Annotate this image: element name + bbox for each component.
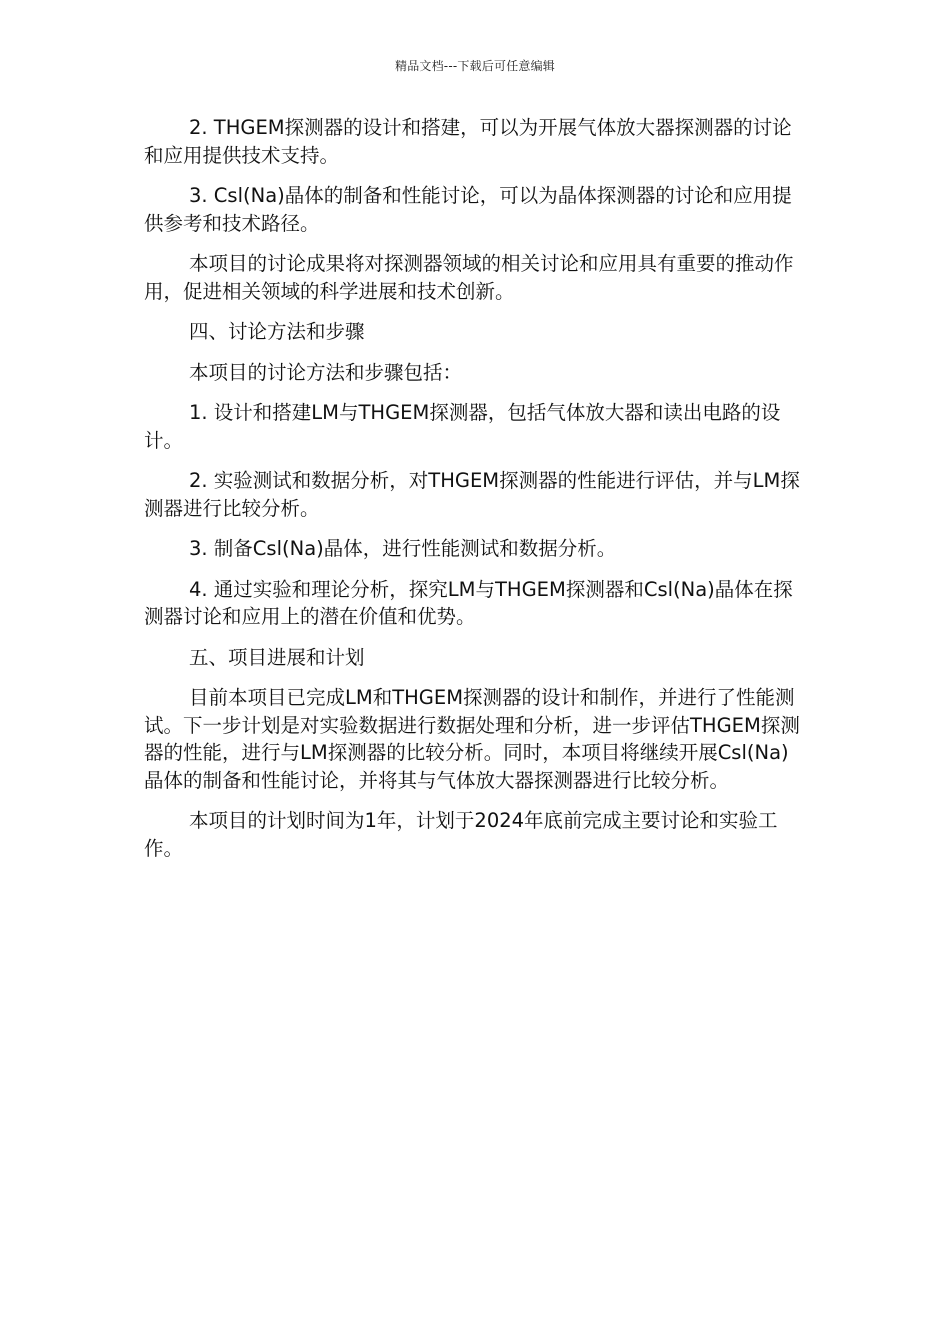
paragraph-method-1: 1. 设计和搭建LM与THGEM探测器，包括气体放大器和读出电路的设计。 — [144, 401, 781, 452]
paragraph-significance-summary: 本项目的讨论成果将对探测器领域的相关讨论和应用具有重要的推动作用，促进相关领域的科学进展和技术创新。 — [144, 252, 794, 303]
paragraph-method-2: 2. 实验测试和数据分析，对THGEM探测器的性能进行评估，并与LM探测器进行比较分析。 — [144, 469, 800, 520]
section-heading-progress: 五、项目进展和计划 — [189, 645, 365, 669]
paragraph-method-4: 4. 通过实验和理论分析，探究LM与THGEM探测器和Csl(Na)晶体在探测器讨论和应用上的潜在价值和优势。 — [144, 577, 793, 628]
paragraph-methods-intro: 本项目的讨论方法和步骤包括： — [189, 360, 463, 384]
paragraph-progress: 目前本项目已完成LM和THGEM探测器的设计和制作，并进行了性能测试。下一步计划是对实验数据进行数据处理和分析，进一步评估THGEM探测器的性能，进行与LM探测器的比较分析。同时，本项目将继续开展Csl(Na)晶体的制备和性能讨论，并将其与气体放大器探测器进行比较分析。 — [144, 686, 800, 792]
paragraph-schedule: 本项目的计划时间为1年，计划于2024年底前完成主要讨论和实验工作。 — [144, 809, 778, 860]
page-header: 精品文档---下载后可任意编辑 — [395, 59, 555, 73]
paragraph-significance-3: 3. Csl(Na)晶体的制备和性能讨论，可以为晶体探测器的讨论和应用提供参考和技术路径。 — [144, 184, 792, 235]
paragraph-method-3: 3. 制备Csl(Na)晶体，进行性能测试和数据分析。 — [189, 537, 617, 560]
document-body — [144, 114, 808, 875]
section-heading-methods: 四、讨论方法和步骤 — [189, 320, 365, 343]
paragraph-significance-2: 2. THGEM探测器的设计和搭建，可以为开展气体放大器探测器的讨论和应用提供技术支持。 — [144, 116, 792, 167]
